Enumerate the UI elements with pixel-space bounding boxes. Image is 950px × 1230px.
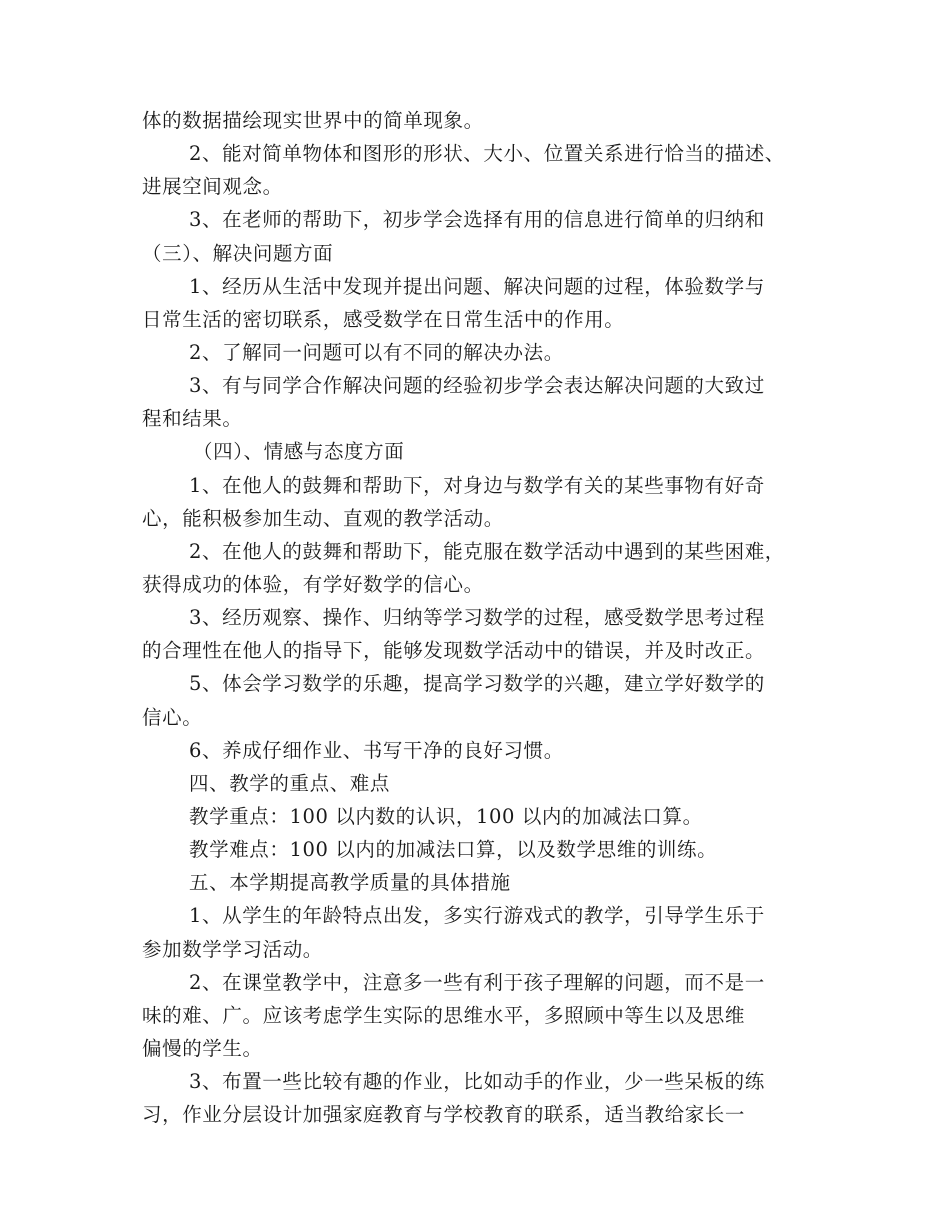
text-line: 教学难点：100 以内的加减法口算，以及数学思维的训练。 — [189, 838, 718, 862]
text-line: 体的数据描绘现实世界中的简单现象。 — [142, 109, 484, 132]
text-line: 习，作业分层设计加强家庭教育与学校教育的联系，适当教给家长一 — [142, 1103, 746, 1127]
text-line: 的合理性在他人的指导下，能够发现数学活动中的错误，并及时改正。 — [142, 639, 766, 663]
text-line: 获得成功的体验，有学好数学的信心。 — [142, 572, 484, 596]
text-line: 信心。 — [142, 705, 203, 729]
text-line: 五、本学期提高教学质量的具体措施 — [189, 871, 511, 895]
text-line: 教学重点：100 以内数的认识，100 以内的加减法口算。 — [189, 804, 703, 828]
text-line: 偏慢的学生。 — [142, 1036, 263, 1060]
text-line: 1、经历从生活中发现并提出问题、解决问题的过程，体验数学与 — [189, 274, 765, 298]
text-line: 四、教学的重点、难点 — [189, 771, 391, 795]
text-line: 3、经历观察、操作、归纳等学习数学的过程，感受数学思考过程 — [189, 606, 765, 630]
text-line: 3、有与同学合作解决问题的经验初步学会表达解决问题的大致过 — [189, 374, 765, 398]
text-line: 6、养成仔细作业、书写干净的良好习惯。 — [189, 738, 564, 762]
text-line: 3、布置一些比较有趣的作业，比如动手的作业，少一些呆板的练 — [189, 1070, 765, 1094]
document-body — [142, 104, 810, 1131]
text-line: 3、在老师的帮助下，初步学会选择有用的信息进行简单的归纳和 — [189, 208, 765, 232]
text-line: 程和结果。 — [142, 407, 243, 431]
text-line: 2、在课堂教学中，注意多一些有利于孩子理解的问题，而不是一 — [189, 970, 765, 994]
text-line: 日常生活的密切联系，感受数学在日常生活中的作用。 — [142, 307, 625, 331]
text-line: 味的难、广。应该考虑学生实际的思维水平，多照顾中等生以及思维 — [142, 1003, 746, 1027]
text-line: 2、能对简单物体和图形的形状、大小、位置关系进行恰当的描述、 — [189, 142, 785, 166]
text-line: （四）、情感与态度方面 — [193, 440, 405, 464]
text-line: 心，能积极参加生动、直观的教学活动。 — [142, 506, 504, 530]
text-line: （三）、解决问题方面 — [142, 241, 334, 265]
text-line: 1、在他人的鼓舞和帮助下，对身边与数学有关的某些事物有好奇 — [189, 473, 765, 497]
text-line: 2、在他人的鼓舞和帮助下，能克服在数学活动中遇到的某些困难， — [189, 539, 785, 563]
text-line: 参加数学学习活动。 — [142, 937, 323, 961]
text-line: 1、从学生的年龄特点出发，多实行游戏式的教学，引导学生乐于 — [189, 904, 765, 928]
text-line: 5、体会学习数学的乐趣，提高学习数学的兴趣，建立学好数学的 — [189, 672, 765, 696]
text-line: 2、了解同一问题可以有不同的解决办法。 — [189, 340, 564, 364]
text-line: 进展空间观念。 — [142, 175, 283, 199]
